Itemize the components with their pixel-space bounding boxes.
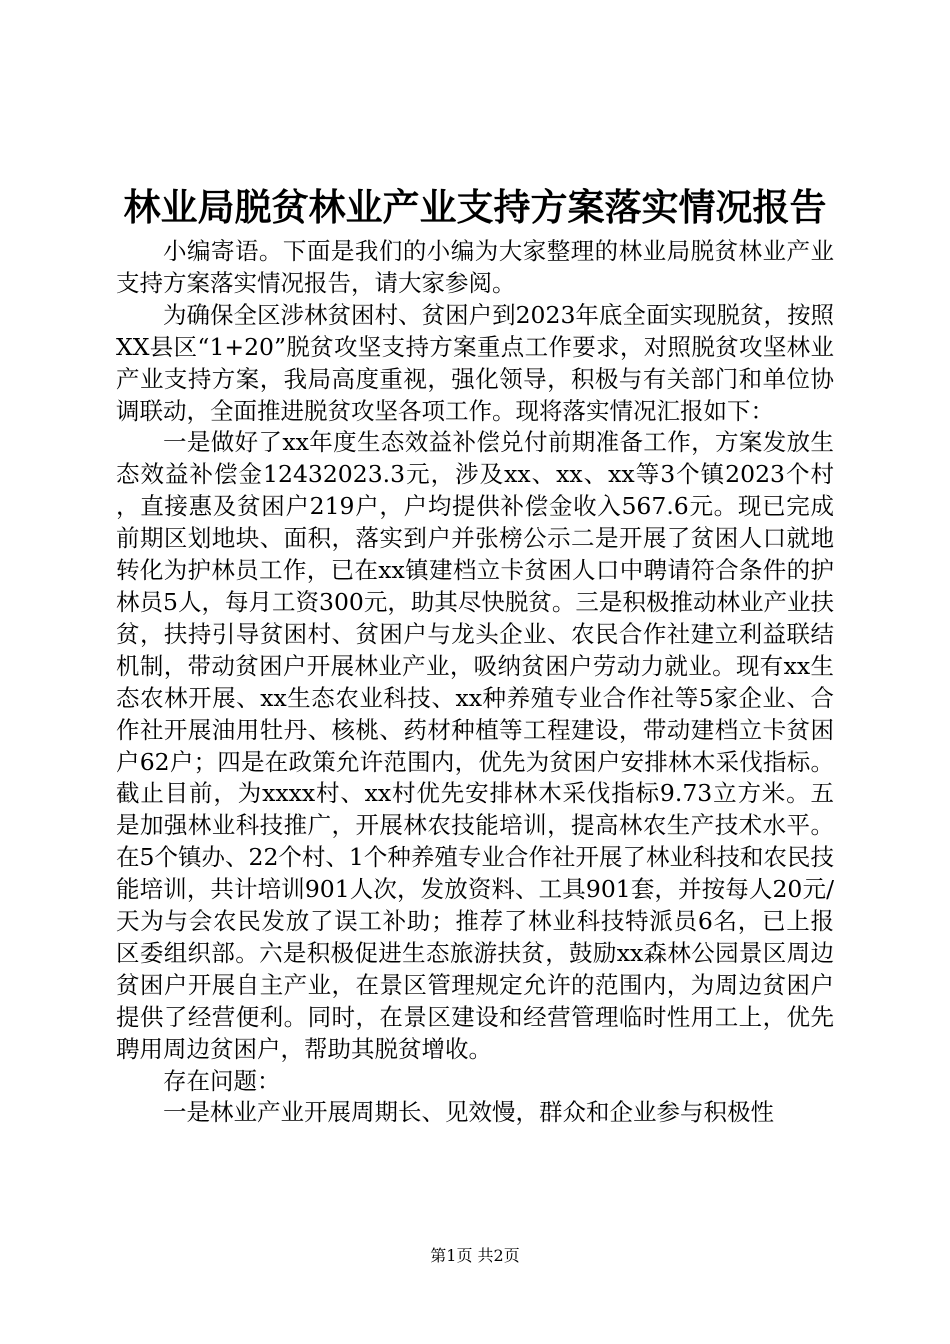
paragraph-measures: 一是做好了xx年度生态效益补偿兑付前期准备工作，方案发放生态效益补偿金12432023.3元，涉及xx、xx、xx等3个镇2023个村，直接惠及贫困户219户，户均提供补偿金收入567.6元。现已完成前期区划地块、面积，落实到户并张榜公示二是开展了贫困人口就地转化为护林员工作，已在xx镇建档立卡贫困人口中聘请符合条件的护林员5人，每月工资300元，助其尽快脱贫。三是积极推动林业产业扶贫，扶持引导贫困村、贫困户与龙头企业、农民合作社建立利益联结机制，带动贫困户开展林业产业，吸纳贫困户劳动力就业。现有xx生态农林开展、xx生态农业科技、xx种养殖专业合作社等5家企业、合作社开展油用牡丹、核桃、药材种植等工程建设，带动建档立卡贫困户62户；四是在政策允许范围内，优先为贫困户安排林木采伐指标。截止目前，为xxxx村、xx村优先安排林木采伐指标9.73立方米。五是加强林业科技推广，开展林农技能培训，提高林农生产技术水平。在5个镇办、22个村、1个种养殖专业合作社开展了林业科技和农民技能培训，共计培训901人次，发放资料、工具901套，并按每人20元/天为与会农民发放了误工补助；推荐了林业科技特派员6名，已上报区委组织部。六是积极促进生态旅游扶贫，鼓励xx森林公园景区周边贫困户开展自主产业，在景区管理规定允许的范围内，为周边贫困户提供了经营便利。同时，在景区建设和经营管理临时性用工上，优先聘用周边贫困户，帮助其脱贫增收。	[116, 428, 834, 1063]
paragraph-background: 为确保全区涉林贫困村、贫困户到2023年底全面实现脱贫，按照XX县区“1+20”脱贫攻坚支持方案重点工作要求，对照脱贫攻坚林业产业支持方案，我局高度重视，强化领导，积极与有关部门和单位协调联动，全面推进脱贫攻坚各项工作。现将落实情况汇报如下：	[116, 300, 834, 425]
paragraph-intro: 小编寄语。下面是我们的小编为大家整理的林业局脱贫林业产业支持方案落实情况报告，请大家参阅。	[116, 237, 834, 297]
document-body	[116, 236, 834, 1129]
page-footer: 第1页 共2页	[430, 1246, 520, 1265]
document-title: 林业局脱贫林业产业支持方案落实情况报告	[123, 185, 827, 229]
paragraph-issues-heading: 存在问题：	[163, 1066, 281, 1095]
paragraph-issue-one: 一是林业产业开展周期长、见效慢，群众和企业参与积极性	[163, 1098, 774, 1127]
